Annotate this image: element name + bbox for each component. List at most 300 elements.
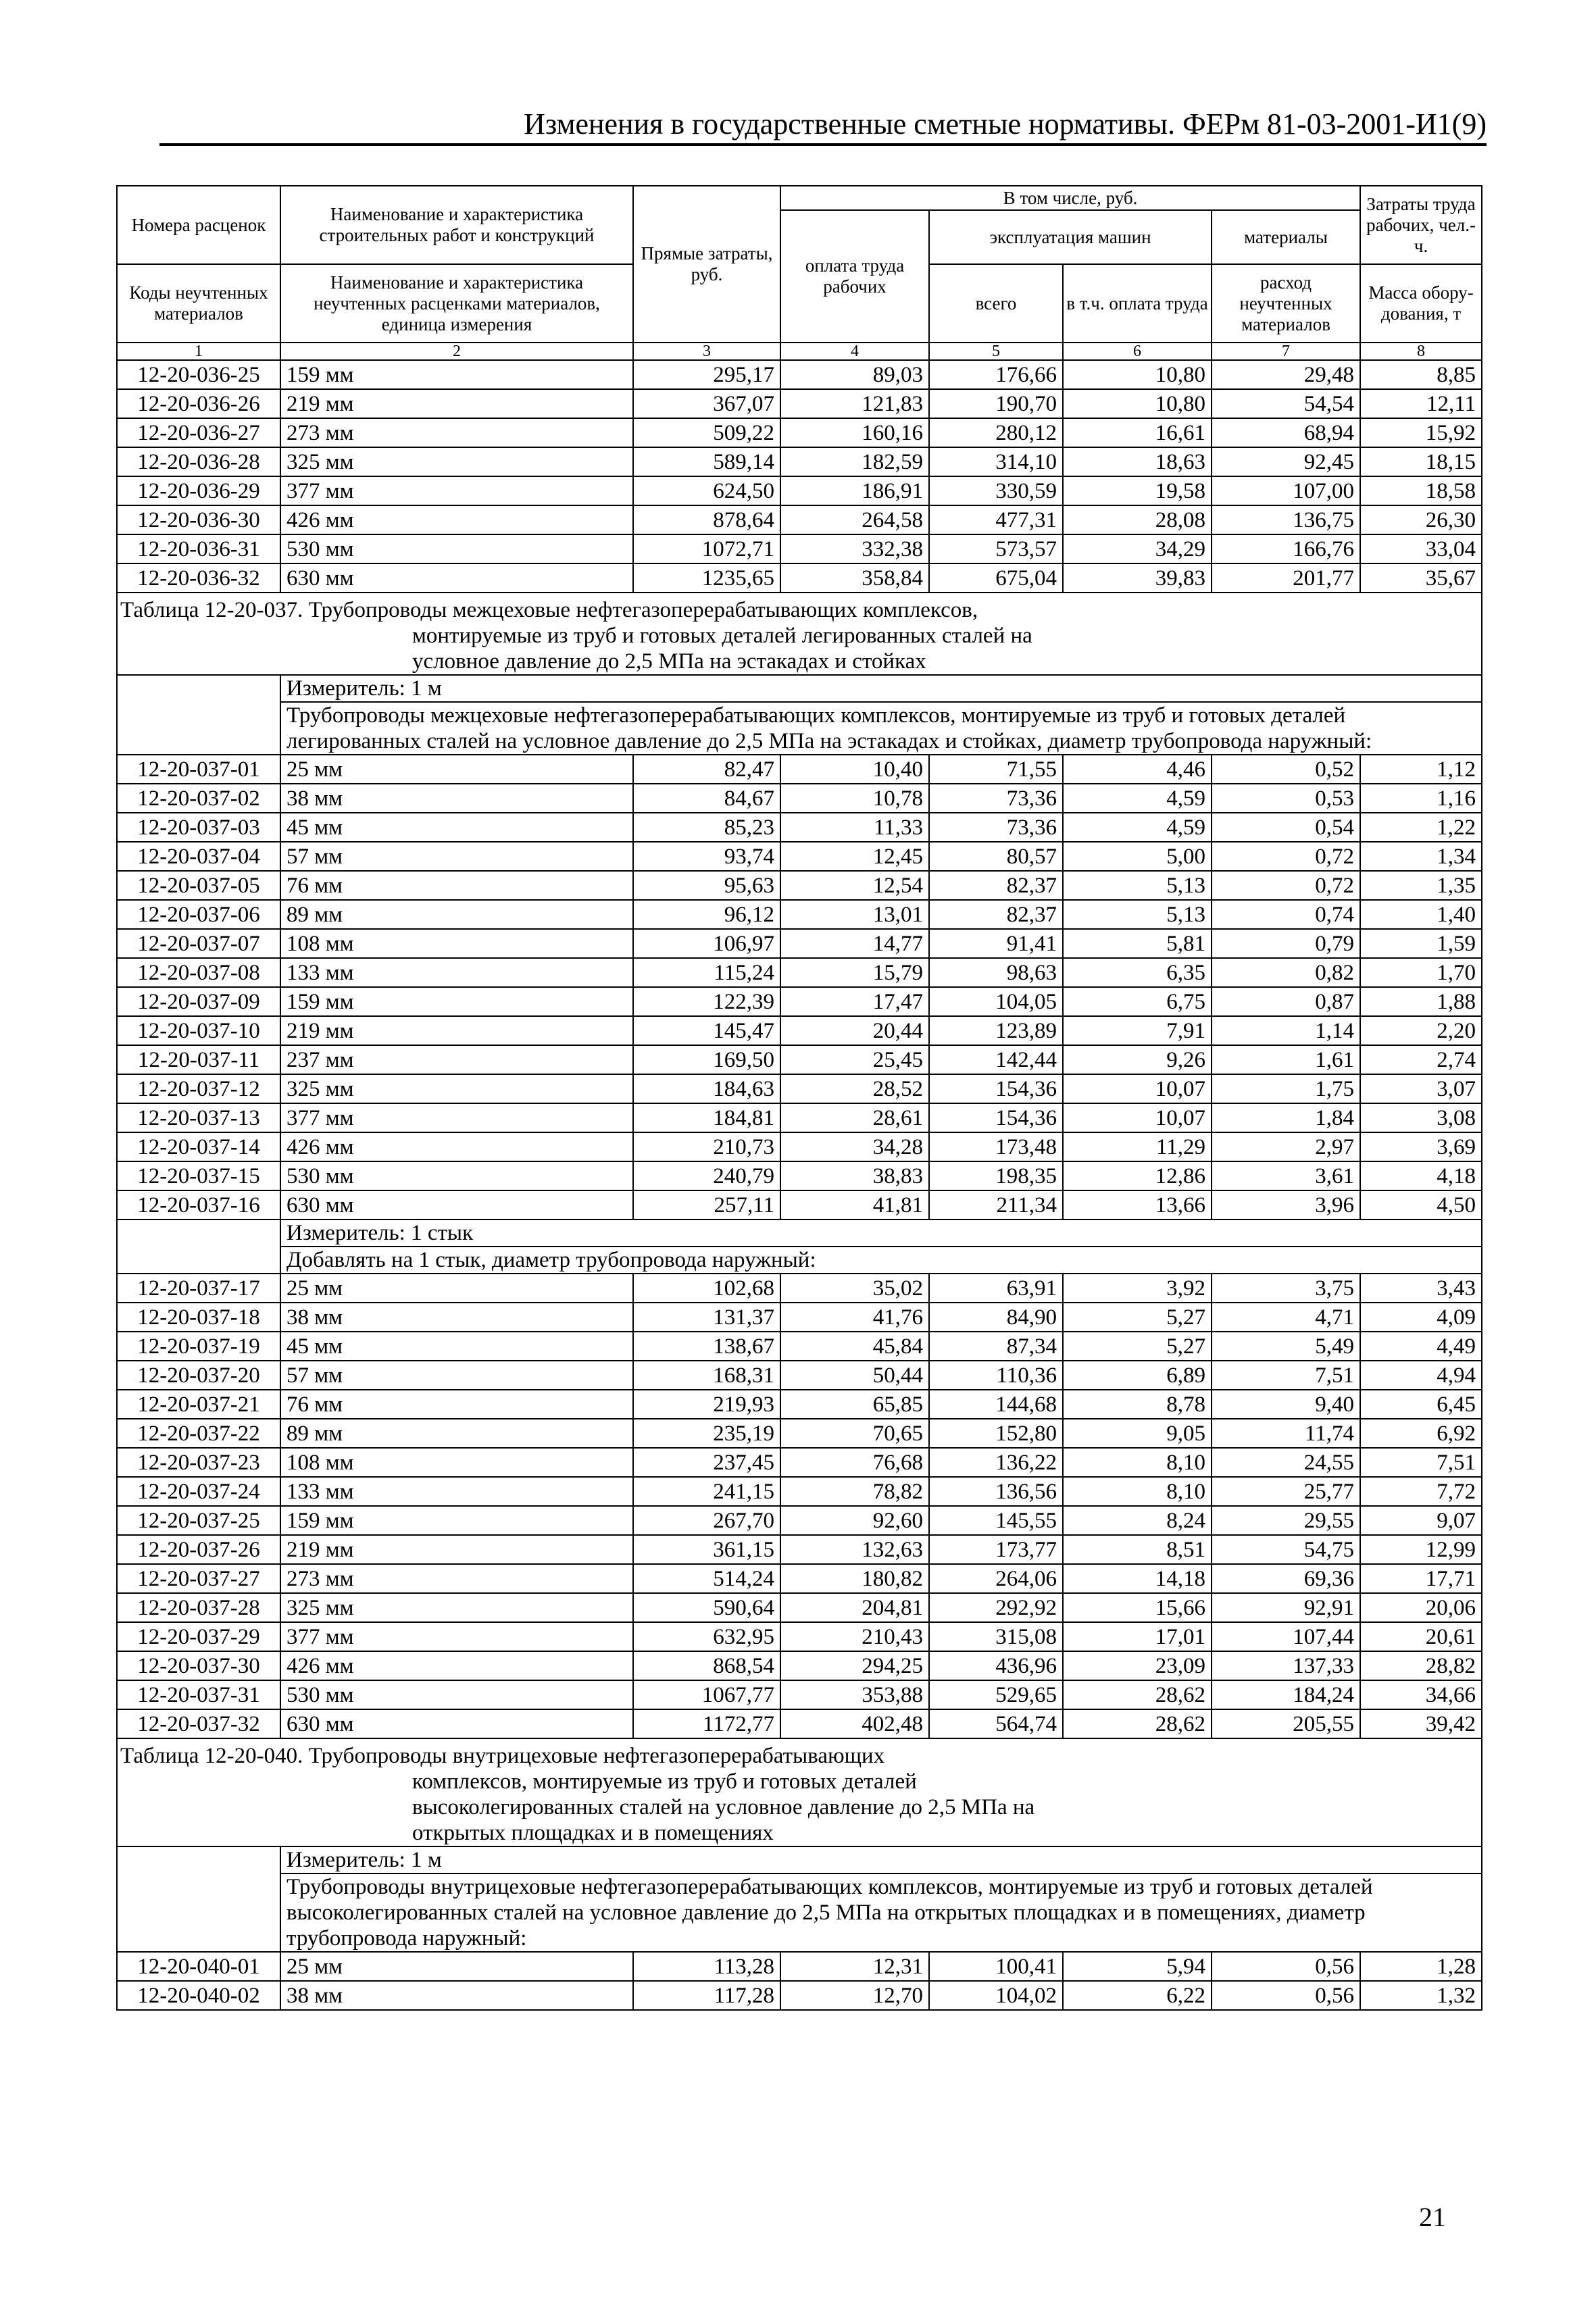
- header-material-consumption: расход неучтенных материалов: [1212, 264, 1360, 343]
- direct-costs-cell: 267,70: [633, 1506, 780, 1535]
- labor-costs-cell: 3,08: [1360, 1103, 1482, 1132]
- machines-total-cell: 173,77: [929, 1535, 1063, 1564]
- price-code-cell: 12-20-037-32: [117, 1709, 280, 1738]
- pipe-diameter-cell: 237 мм: [280, 1045, 633, 1074]
- pipe-diameter-cell: 45 мм: [280, 1332, 633, 1361]
- machines-total-cell: 154,36: [929, 1074, 1063, 1103]
- materials-consumption-cell: 0,53: [1212, 784, 1360, 813]
- labor-costs-cell: 18,58: [1360, 476, 1482, 505]
- worker-pay-cell: 50,44: [780, 1361, 929, 1390]
- price-code-cell: 12-20-040-01: [117, 1952, 280, 1981]
- price-code-cell: 12-20-037-30: [117, 1651, 280, 1680]
- labor-costs-cell: 39,42: [1360, 1709, 1482, 1738]
- price-code-cell: 12-20-036-28: [117, 447, 280, 476]
- machines-labor-cell: 28,08: [1063, 505, 1212, 534]
- materials-consumption-cell: 54,54: [1212, 389, 1360, 418]
- price-code-cell: 12-20-037-01: [117, 755, 280, 784]
- direct-costs-cell: 367,07: [633, 389, 780, 418]
- materials-consumption-cell: 3,96: [1212, 1190, 1360, 1219]
- worker-pay-cell: 89,03: [780, 360, 929, 389]
- materials-consumption-cell: 0,87: [1212, 987, 1360, 1016]
- materials-consumption-cell: 0,79: [1212, 929, 1360, 958]
- materials-consumption-cell: 29,55: [1212, 1506, 1360, 1535]
- labor-costs-cell: 1,28: [1360, 1952, 1482, 1981]
- machines-total-cell: 73,36: [929, 813, 1063, 842]
- materials-consumption-cell: 25,77: [1212, 1477, 1360, 1506]
- table-row: [117, 447, 1482, 476]
- materials-consumption-cell: 137,33: [1212, 1651, 1360, 1680]
- worker-pay-cell: 186,91: [780, 476, 929, 505]
- machines-labor-cell: 6,35: [1063, 958, 1212, 987]
- worker-pay-cell: 65,85: [780, 1390, 929, 1419]
- price-code-cell: 12-20-037-07: [117, 929, 280, 958]
- materials-consumption-cell: 0,72: [1212, 842, 1360, 871]
- direct-costs-cell: 1172,77: [633, 1709, 780, 1738]
- pipe-diameter-cell: 219 мм: [280, 389, 633, 418]
- machines-total-cell: 100,41: [929, 1952, 1063, 1981]
- header-work-name: Наименование и характеристика строительных работ и конструкций: [280, 186, 633, 264]
- direct-costs-cell: 168,31: [633, 1361, 780, 1390]
- direct-costs-cell: 138,67: [633, 1332, 780, 1361]
- machines-labor-cell: 12,86: [1063, 1161, 1212, 1190]
- header-machines: эксплуатация машин: [929, 210, 1212, 264]
- materials-consumption-cell: 9,40: [1212, 1390, 1360, 1419]
- machines-labor-cell: 10,80: [1063, 389, 1212, 418]
- worker-pay-cell: 34,28: [780, 1132, 929, 1161]
- worker-pay-cell: 132,63: [780, 1535, 929, 1564]
- machines-labor-cell: 4,59: [1063, 813, 1212, 842]
- machines-labor-cell: 3,92: [1063, 1274, 1212, 1303]
- table-040-title-row: [117, 1738, 1482, 1846]
- price-code-cell: 12-20-037-10: [117, 1016, 280, 1045]
- machines-total-cell: 176,66: [929, 360, 1063, 389]
- table-row: [117, 1564, 1482, 1593]
- machines-labor-cell: 8,78: [1063, 1390, 1212, 1419]
- table-037-title-line1: Трубопроводы межцеховые нефтегазоперерабатывающих комплексов,: [308, 598, 978, 622]
- machines-total-cell: 82,37: [929, 871, 1063, 900]
- table-037-meter2-row: [117, 1219, 1482, 1247]
- direct-costs-cell: 184,63: [633, 1074, 780, 1103]
- machines-labor-cell: 4,59: [1063, 784, 1212, 813]
- table-row: [117, 389, 1482, 418]
- table-037-title: [117, 593, 1482, 675]
- labor-costs-cell: 1,35: [1360, 871, 1482, 900]
- machines-total-cell: 477,31: [929, 505, 1063, 534]
- pipe-diameter-cell: 530 мм: [280, 534, 633, 563]
- labor-costs-cell: 1,12: [1360, 755, 1482, 784]
- table-row: [117, 1332, 1482, 1361]
- direct-costs-cell: 632,95: [633, 1622, 780, 1651]
- table-row: [117, 1680, 1482, 1709]
- table-037-rows-a: [117, 755, 1482, 1219]
- labor-costs-cell: 3,07: [1360, 1074, 1482, 1103]
- pipe-diameter-cell: 57 мм: [280, 842, 633, 871]
- table-040-section: [117, 1738, 1482, 1952]
- labor-costs-cell: 4,09: [1360, 1303, 1482, 1332]
- machines-total-cell: 154,36: [929, 1103, 1063, 1132]
- machines-labor-cell: 8,24: [1063, 1506, 1212, 1535]
- column-number: 4: [780, 343, 929, 360]
- materials-consumption-cell: 69,36: [1212, 1564, 1360, 1593]
- pipe-diameter-cell: 159 мм: [280, 1506, 633, 1535]
- table-header: [117, 186, 1482, 360]
- table-row: [117, 1390, 1482, 1419]
- price-code-cell: 12-20-036-31: [117, 534, 280, 563]
- pipe-diameter-cell: 530 мм: [280, 1680, 633, 1709]
- direct-costs-cell: 878,64: [633, 505, 780, 534]
- machines-labor-cell: 14,18: [1063, 1564, 1212, 1593]
- price-code-cell: 12-20-037-04: [117, 842, 280, 871]
- price-code-cell: 12-20-037-26: [117, 1535, 280, 1564]
- worker-pay-cell: 12,54: [780, 871, 929, 900]
- direct-costs-cell: 868,54: [633, 1651, 780, 1680]
- pipe-diameter-cell: 426 мм: [280, 1651, 633, 1680]
- labor-costs-cell: 2,74: [1360, 1045, 1482, 1074]
- column-number: 6: [1063, 343, 1212, 360]
- table-row: [117, 1045, 1482, 1074]
- pipe-diameter-cell: 25 мм: [280, 755, 633, 784]
- worker-pay-cell: 332,38: [780, 534, 929, 563]
- header-machines-labor: в т.ч. оплата труда: [1063, 264, 1212, 343]
- table-row: [117, 1622, 1482, 1651]
- worker-pay-cell: 180,82: [780, 1564, 929, 1593]
- pipe-diameter-cell: 25 мм: [280, 1274, 633, 1303]
- pipe-diameter-cell: 25 мм: [280, 1952, 633, 1981]
- materials-consumption-cell: 0,74: [1212, 900, 1360, 929]
- price-code-cell: 12-20-037-15: [117, 1161, 280, 1190]
- column-number: 3: [633, 343, 780, 360]
- materials-consumption-cell: 4,71: [1212, 1303, 1360, 1332]
- table-row: [117, 563, 1482, 593]
- direct-costs-cell: 295,17: [633, 360, 780, 389]
- table-row: [117, 505, 1482, 534]
- machines-total-cell: 529,65: [929, 1680, 1063, 1709]
- machines-labor-cell: 6,89: [1063, 1361, 1212, 1390]
- direct-costs-cell: 106,97: [633, 929, 780, 958]
- worker-pay-cell: 160,16: [780, 418, 929, 447]
- machines-labor-cell: 34,29: [1063, 534, 1212, 563]
- table-row: [117, 1981, 1482, 2010]
- direct-costs-cell: 514,24: [633, 1564, 780, 1593]
- machines-labor-cell: 8,10: [1063, 1448, 1212, 1477]
- machines-labor-cell: 8,51: [1063, 1535, 1212, 1564]
- header-material-name: Наименование и характеристика неучтенных расценками материалов, единица измерения: [280, 264, 633, 343]
- machines-total-cell: 98,63: [929, 958, 1063, 987]
- machines-total-cell: 173,48: [929, 1132, 1063, 1161]
- machines-labor-cell: 6,22: [1063, 1981, 1212, 2010]
- direct-costs-cell: 117,28: [633, 1981, 780, 2010]
- table-row: [117, 958, 1482, 987]
- pipe-diameter-cell: 377 мм: [280, 1622, 633, 1651]
- machines-labor-cell: 4,46: [1063, 755, 1212, 784]
- price-code-cell: 12-20-037-06: [117, 900, 280, 929]
- table-row: [117, 1161, 1482, 1190]
- labor-costs-cell: 12,99: [1360, 1535, 1482, 1564]
- table-037-rows-b: [117, 1274, 1482, 1738]
- materials-consumption-cell: 2,97: [1212, 1132, 1360, 1161]
- price-code-cell: 12-20-040-02: [117, 1981, 280, 2010]
- machines-total-cell: 264,06: [929, 1564, 1063, 1593]
- price-code-cell: 12-20-037-02: [117, 784, 280, 813]
- pipe-diameter-cell: 89 мм: [280, 1419, 633, 1448]
- machines-labor-cell: 10,80: [1063, 360, 1212, 389]
- column-number: 1: [117, 343, 280, 360]
- pipe-diameter-cell: 273 мм: [280, 418, 633, 447]
- machines-total-cell: 144,68: [929, 1390, 1063, 1419]
- materials-consumption-cell: 0,56: [1212, 1981, 1360, 2010]
- machines-labor-cell: 23,09: [1063, 1651, 1212, 1680]
- machines-total-cell: 314,10: [929, 447, 1063, 476]
- machines-labor-cell: 28,62: [1063, 1680, 1212, 1709]
- machines-total-cell: 63,91: [929, 1274, 1063, 1303]
- worker-pay-cell: 294,25: [780, 1651, 929, 1680]
- worker-pay-cell: 402,48: [780, 1709, 929, 1738]
- labor-costs-cell: 26,30: [1360, 505, 1482, 534]
- labor-costs-cell: 4,49: [1360, 1332, 1482, 1361]
- machines-labor-cell: 5,27: [1063, 1332, 1212, 1361]
- materials-consumption-cell: 205,55: [1212, 1709, 1360, 1738]
- machines-total-cell: 136,56: [929, 1477, 1063, 1506]
- machines-total-cell: 87,34: [929, 1332, 1063, 1361]
- column-numbers-row: [117, 343, 1482, 360]
- table-row: [117, 1477, 1482, 1506]
- table-row: [117, 1074, 1482, 1103]
- worker-pay-cell: 15,79: [780, 958, 929, 987]
- machines-total-cell: 136,22: [929, 1448, 1063, 1477]
- price-code-cell: 12-20-037-19: [117, 1332, 280, 1361]
- worker-pay-cell: 204,81: [780, 1593, 929, 1622]
- materials-consumption-cell: 0,72: [1212, 871, 1360, 900]
- machines-labor-cell: 18,63: [1063, 447, 1212, 476]
- machines-total-cell: 110,36: [929, 1361, 1063, 1390]
- direct-costs-cell: 131,37: [633, 1303, 780, 1332]
- price-code-cell: 12-20-037-20: [117, 1361, 280, 1390]
- table-037-meter: Измеритель: 1 м: [280, 675, 1482, 702]
- direct-costs-cell: 624,50: [633, 476, 780, 505]
- worker-pay-cell: 12,70: [780, 1981, 929, 2010]
- machines-total-cell: 198,35: [929, 1161, 1063, 1190]
- table-row: [117, 813, 1482, 842]
- table-row: [117, 900, 1482, 929]
- table-row: [117, 1448, 1482, 1477]
- direct-costs-cell: 115,24: [633, 958, 780, 987]
- table-040-meter: Измеритель: 1 м: [280, 1846, 1482, 1873]
- page-number: 21: [1419, 2202, 1446, 2232]
- labor-costs-cell: 1,16: [1360, 784, 1482, 813]
- price-code-cell: 12-20-037-03: [117, 813, 280, 842]
- pipe-diameter-cell: 133 мм: [280, 1477, 633, 1506]
- machines-labor-cell: 5,81: [1063, 929, 1212, 958]
- worker-pay-cell: 10,40: [780, 755, 929, 784]
- table-row: [117, 1593, 1482, 1622]
- machines-total-cell: 190,70: [929, 389, 1063, 418]
- materials-consumption-cell: 0,54: [1212, 813, 1360, 842]
- table-row: [117, 418, 1482, 447]
- materials-consumption-cell: 29,48: [1212, 360, 1360, 389]
- labor-costs-cell: 3,43: [1360, 1274, 1482, 1303]
- header-price-numbers: Номера расценок: [117, 186, 280, 264]
- pipe-diameter-cell: 325 мм: [280, 1593, 633, 1622]
- column-number: 8: [1360, 343, 1482, 360]
- table-040-title-line2: комплексов, монтируемые из труб и готовых деталей: [412, 1769, 917, 1794]
- machines-total-cell: 80,57: [929, 842, 1063, 871]
- table-040-title-line1: Трубопроводы внутрицеховые нефтегазоперерабатывающих: [308, 1744, 885, 1768]
- pipe-diameter-cell: 219 мм: [280, 1016, 633, 1045]
- table-040-title-line4: открытых площадках и в помещениях: [412, 1821, 774, 1845]
- pipe-diameter-cell: 273 мм: [280, 1564, 633, 1593]
- table-037-title-row: [117, 593, 1482, 675]
- labor-costs-cell: 1,70: [1360, 958, 1482, 987]
- machines-labor-cell: 9,05: [1063, 1419, 1212, 1448]
- labor-costs-cell: 20,61: [1360, 1622, 1482, 1651]
- worker-pay-cell: 35,02: [780, 1274, 929, 1303]
- worker-pay-cell: 70,65: [780, 1419, 929, 1448]
- pipe-diameter-cell: 76 мм: [280, 871, 633, 900]
- worker-pay-cell: 20,44: [780, 1016, 929, 1045]
- pipe-diameter-cell: 45 мм: [280, 813, 633, 842]
- worker-pay-cell: 25,45: [780, 1045, 929, 1074]
- materials-consumption-cell: 107,44: [1212, 1622, 1360, 1651]
- labor-costs-cell: 4,18: [1360, 1161, 1482, 1190]
- machines-labor-cell: 5,13: [1063, 900, 1212, 929]
- header-including: В том числе, руб.: [780, 186, 1360, 210]
- labor-costs-cell: 1,40: [1360, 900, 1482, 929]
- machines-labor-cell: 17,01: [1063, 1622, 1212, 1651]
- pipe-diameter-cell: 530 мм: [280, 1161, 633, 1190]
- table-row: [117, 1709, 1482, 1738]
- price-code-cell: 12-20-036-30: [117, 505, 280, 534]
- price-code-cell: 12-20-037-09: [117, 987, 280, 1016]
- machines-total-cell: 436,96: [929, 1651, 1063, 1680]
- table-row: [117, 1303, 1482, 1332]
- table-040-description: Трубопроводы внутрицеховые нефтегазоперерабатывающих комплексов, монтируемые из труб и готовых деталей высоколегированных сталей на условное давление до 2,5 МПа на открытых площадках и в помещениях, диаметр трубопровода наружный:: [280, 1873, 1482, 1952]
- materials-consumption-cell: 184,24: [1212, 1680, 1360, 1709]
- table-row: [117, 1361, 1482, 1390]
- price-code-cell: 12-20-037-21: [117, 1390, 280, 1419]
- worker-pay-cell: 210,43: [780, 1622, 929, 1651]
- column-number: 5: [929, 343, 1063, 360]
- materials-consumption-cell: 11,74: [1212, 1419, 1360, 1448]
- table-040-desc-row: [117, 1873, 1482, 1952]
- worker-pay-cell: 92,60: [780, 1506, 929, 1535]
- labor-costs-cell: 20,06: [1360, 1593, 1482, 1622]
- worker-pay-cell: 41,76: [780, 1303, 929, 1332]
- price-code-cell: 12-20-037-14: [117, 1132, 280, 1161]
- pipe-diameter-cell: 38 мм: [280, 1303, 633, 1332]
- table-row: [117, 1651, 1482, 1680]
- machines-total-cell: 330,59: [929, 476, 1063, 505]
- table-row: [117, 1274, 1482, 1303]
- machines-total-cell: 91,41: [929, 929, 1063, 958]
- machines-labor-cell: 16,61: [1063, 418, 1212, 447]
- direct-costs-cell: 590,64: [633, 1593, 780, 1622]
- table-row: [117, 1103, 1482, 1132]
- worker-pay-cell: 264,58: [780, 505, 929, 534]
- pipe-diameter-cell: 159 мм: [280, 987, 633, 1016]
- labor-costs-cell: 17,71: [1360, 1564, 1482, 1593]
- table-037-section: [117, 593, 1482, 755]
- machines-total-cell: 104,05: [929, 987, 1063, 1016]
- price-code-cell: 12-20-037-18: [117, 1303, 280, 1332]
- price-code-cell: 12-20-036-25: [117, 360, 280, 389]
- direct-costs-cell: 589,14: [633, 447, 780, 476]
- pipe-diameter-cell: 630 мм: [280, 563, 633, 593]
- table-row: [117, 842, 1482, 871]
- table-row: [117, 1419, 1482, 1448]
- table-040-title: [117, 1738, 1482, 1846]
- price-code-cell: 12-20-037-11: [117, 1045, 280, 1074]
- machines-total-cell: 573,57: [929, 534, 1063, 563]
- pipe-diameter-cell: 630 мм: [280, 1709, 633, 1738]
- labor-costs-cell: 9,07: [1360, 1506, 1482, 1535]
- labor-costs-cell: 15,92: [1360, 418, 1482, 447]
- worker-pay-cell: 17,47: [780, 987, 929, 1016]
- worker-pay-cell: 14,77: [780, 929, 929, 958]
- pipe-diameter-cell: 76 мм: [280, 1390, 633, 1419]
- column-number: 2: [280, 343, 633, 360]
- pipe-diameter-cell: 38 мм: [280, 1981, 633, 2010]
- direct-costs-cell: 210,73: [633, 1132, 780, 1161]
- materials-consumption-cell: 1,84: [1212, 1103, 1360, 1132]
- table-row: [117, 987, 1482, 1016]
- direct-costs-cell: 169,50: [633, 1045, 780, 1074]
- materials-consumption-cell: 107,00: [1212, 476, 1360, 505]
- direct-costs-cell: 509,22: [633, 418, 780, 447]
- price-code-cell: 12-20-037-24: [117, 1477, 280, 1506]
- price-code-cell: 12-20-037-16: [117, 1190, 280, 1219]
- machines-total-cell: 71,55: [929, 755, 1063, 784]
- labor-costs-cell: 4,94: [1360, 1361, 1482, 1390]
- worker-pay-cell: 358,84: [780, 563, 929, 593]
- direct-costs-cell: 122,39: [633, 987, 780, 1016]
- direct-costs-cell: 102,68: [633, 1274, 780, 1303]
- machines-labor-cell: 5,00: [1063, 842, 1212, 871]
- table-row: [117, 360, 1482, 389]
- table-036-rows: [117, 360, 1482, 593]
- table-row: [117, 929, 1482, 958]
- labor-costs-cell: 33,04: [1360, 534, 1482, 563]
- table-037-description: Трубопроводы межцеховые нефтегазоперерабатывающих комплексов, монтируемые из труб и готовых деталей легированных сталей на условное давление до 2,5 МПа на эстакадах и стойках, диаметр трубопровода наружный:: [280, 702, 1482, 755]
- table-037-title-line2: монтируемые из труб и готовых деталей легированных сталей на: [412, 624, 1032, 648]
- worker-pay-cell: 28,61: [780, 1103, 929, 1132]
- labor-costs-cell: 34,66: [1360, 1680, 1482, 1709]
- pipe-diameter-cell: 426 мм: [280, 505, 633, 534]
- machines-total-cell: 280,12: [929, 418, 1063, 447]
- direct-costs-cell: 1072,71: [633, 534, 780, 563]
- machines-total-cell: 84,90: [929, 1303, 1063, 1332]
- machines-total-cell: 292,92: [929, 1593, 1063, 1622]
- materials-consumption-cell: 0,82: [1212, 958, 1360, 987]
- labor-costs-cell: 2,20: [1360, 1016, 1482, 1045]
- table-040-rows: [117, 1952, 1482, 2010]
- machines-labor-cell: 11,29: [1063, 1132, 1212, 1161]
- table-037-title-line3: условное давление до 2,5 МПа на эстакадах и стойках: [412, 649, 926, 674]
- pipe-diameter-cell: 89 мм: [280, 900, 633, 929]
- machines-labor-cell: 6,75: [1063, 987, 1212, 1016]
- table-row: [117, 1535, 1482, 1564]
- materials-consumption-cell: 0,56: [1212, 1952, 1360, 1981]
- table-row: [117, 784, 1482, 813]
- machines-labor-cell: 5,94: [1063, 1952, 1212, 1981]
- materials-consumption-cell: 3,61: [1212, 1161, 1360, 1190]
- header-machines-total: всего: [929, 264, 1063, 343]
- direct-costs-cell: 82,47: [633, 755, 780, 784]
- labor-costs-cell: 7,51: [1360, 1448, 1482, 1477]
- machines-labor-cell: 13,66: [1063, 1190, 1212, 1219]
- direct-costs-cell: 235,19: [633, 1419, 780, 1448]
- table-037-label: Таблица 12-20-037.: [120, 598, 303, 622]
- machines-labor-cell: 39,83: [1063, 563, 1212, 593]
